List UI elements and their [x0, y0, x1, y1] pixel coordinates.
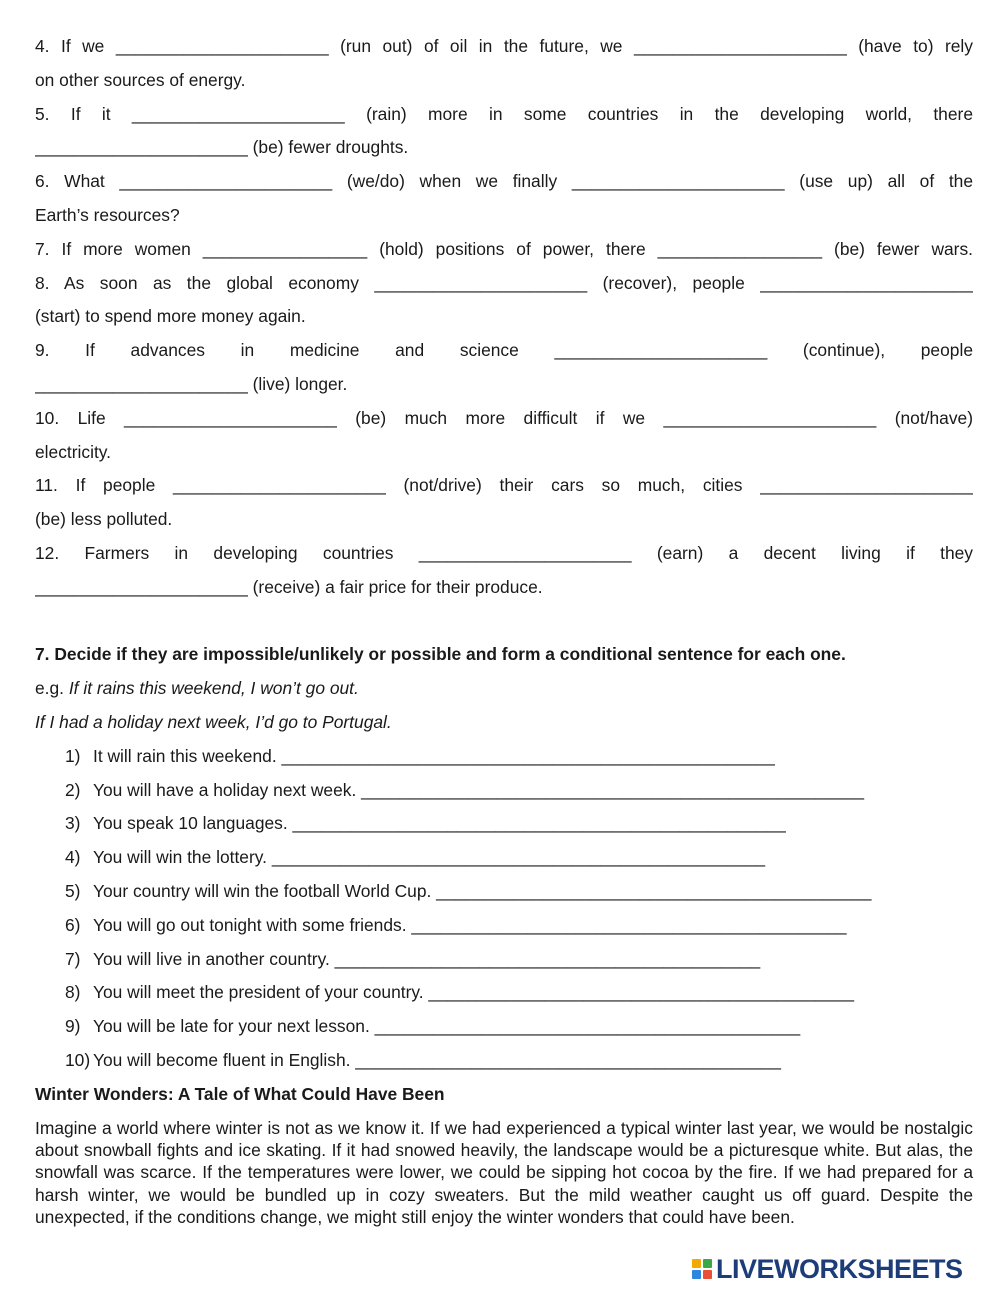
exercise-line: 11. If people ______________________ (not/drive) their cars so much, cities ______________________ — [35, 475, 973, 496]
item-number: 2) — [65, 779, 81, 800]
item-number: 6) — [65, 914, 81, 935]
item-text: You speak 10 languages. ___________________________________________________ — [93, 813, 786, 834]
example-line-2: If I had a holiday next week, I’d go to Portugal. — [35, 711, 392, 732]
list-item — [35, 1010, 973, 1044]
item-text: Your country will win the football World Cup. _____________________________________________ — [93, 880, 872, 901]
exercise-line: 9. If advances in medicine and science ______________________ (continue), people — [35, 340, 973, 361]
list-item — [35, 740, 973, 774]
item-number: 7) — [65, 948, 81, 969]
list-item — [35, 841, 973, 875]
item-number: 4) — [65, 847, 81, 868]
logo-square — [703, 1259, 712, 1268]
item-text: You will win the lottery. ___________________________________________________ — [93, 847, 766, 868]
exercise-line: electricity. — [35, 441, 112, 462]
list-item — [35, 943, 973, 977]
exercise-line: on other sources of energy. — [35, 69, 246, 90]
logo-text: LIVEWORKSHEETS — [716, 1253, 963, 1284]
item-number: 10) — [65, 1049, 91, 1070]
worksheet-page — [35, 30, 973, 1228]
item-text: You will live in another country. ____________________________________________ — [93, 948, 761, 969]
item-text: You will go out tonight with some friends. _____________________________________________ — [93, 914, 847, 935]
exercise-line: 5. If it ______________________ (rain) more in some countries in the developing world, there — [35, 103, 973, 124]
spacer — [35, 605, 973, 639]
item-text: You will become fluent in English. ____________________________________________ — [93, 1049, 781, 1070]
exercise-line: 6. What ______________________ (we/do) when we finally ______________________ (use up) all of the — [35, 171, 973, 192]
item-text: You will have a holiday next week. ____________________________________________________ — [93, 779, 865, 800]
item-number: 9) — [65, 1016, 81, 1037]
liveworksheets-logo — [692, 1254, 963, 1284]
exercise-line: ______________________ (receive) a fair price for their produce. — [35, 576, 543, 597]
exercise-heading: 7. Decide if they are impossible/unlikely or possible and form a conditional sentence for each one. — [35, 644, 846, 665]
item-text: It will rain this weekend. ___________________________________________________ — [93, 745, 775, 766]
logo-square — [692, 1259, 701, 1268]
item-number: 3) — [65, 813, 81, 834]
story-body: Imagine a world where winter is not as we know it. If we had experienced a typical winter last year, we would be nostalgic about snowball fights and ice skating. If it had snowed heavily, the landscape would be a picturesque white. But alas, the snowfall was scarce. If the temperatures were lower, we could be sipping hot cocoa by the fire. If we had prepared for a harsh winter, we would be bundled up in cozy sweaters. But the mild weather caught us off guard. Despite the unexpected, if the conditions change, we might still enjoy the winter wonders that could have been. — [35, 1117, 973, 1227]
exercise-line: 7. If more women _________________ (hold) positions of power, there _________________ (be) fewer wars. — [35, 238, 973, 259]
exercise-line: ______________________ (be) fewer droughts. — [35, 137, 409, 158]
story-title: Winter Wonders: A Tale of What Could Have Been — [35, 1083, 445, 1104]
exercise-6-block — [35, 30, 973, 605]
item-text: You will meet the president of your country. ____________________________________________ — [93, 982, 854, 1003]
list-item — [35, 1044, 973, 1078]
example-line-1 — [35, 672, 973, 706]
example-prefix: e.g. — [35, 678, 69, 699]
list-item — [35, 807, 973, 841]
story-block — [35, 1078, 973, 1228]
exercise-line: Earth’s resources? — [35, 204, 180, 225]
item-number: 8) — [65, 982, 81, 1003]
exercise-line: (be) less polluted. — [35, 509, 173, 530]
exercise-line: 12. Farmers in developing countries ______________________ (earn) a decent living if they — [35, 542, 973, 563]
exercise-line: 10. Life ______________________ (be) much more difficult if we ______________________ (not/have) — [35, 407, 973, 428]
exercise-line: ______________________ (live) longer. — [35, 373, 348, 394]
exercise-line: 4. If we ______________________ (run out) of oil in the future, we ______________________ (have to) rely — [35, 36, 973, 56]
item-text: You will be late for your next lesson. ____________________________________________ — [93, 1016, 801, 1037]
exercise-7-block — [35, 638, 973, 1077]
exercise-line: (start) to spend more money again. — [35, 306, 306, 327]
item-number: 1) — [65, 745, 81, 766]
list-item — [35, 909, 973, 943]
logo-square — [703, 1270, 712, 1279]
example-sentence: If it rains this weekend, I won’t go out. — [68, 678, 359, 699]
exercise-line: 8. As soon as the global economy ______________________ (recover), people ______________________ — [35, 272, 973, 293]
logo-square — [692, 1270, 701, 1279]
list-item — [35, 976, 973, 1010]
list-item — [35, 774, 973, 808]
list-item — [35, 875, 973, 909]
logo-mark-icon — [692, 1259, 712, 1279]
item-number: 5) — [65, 880, 81, 901]
